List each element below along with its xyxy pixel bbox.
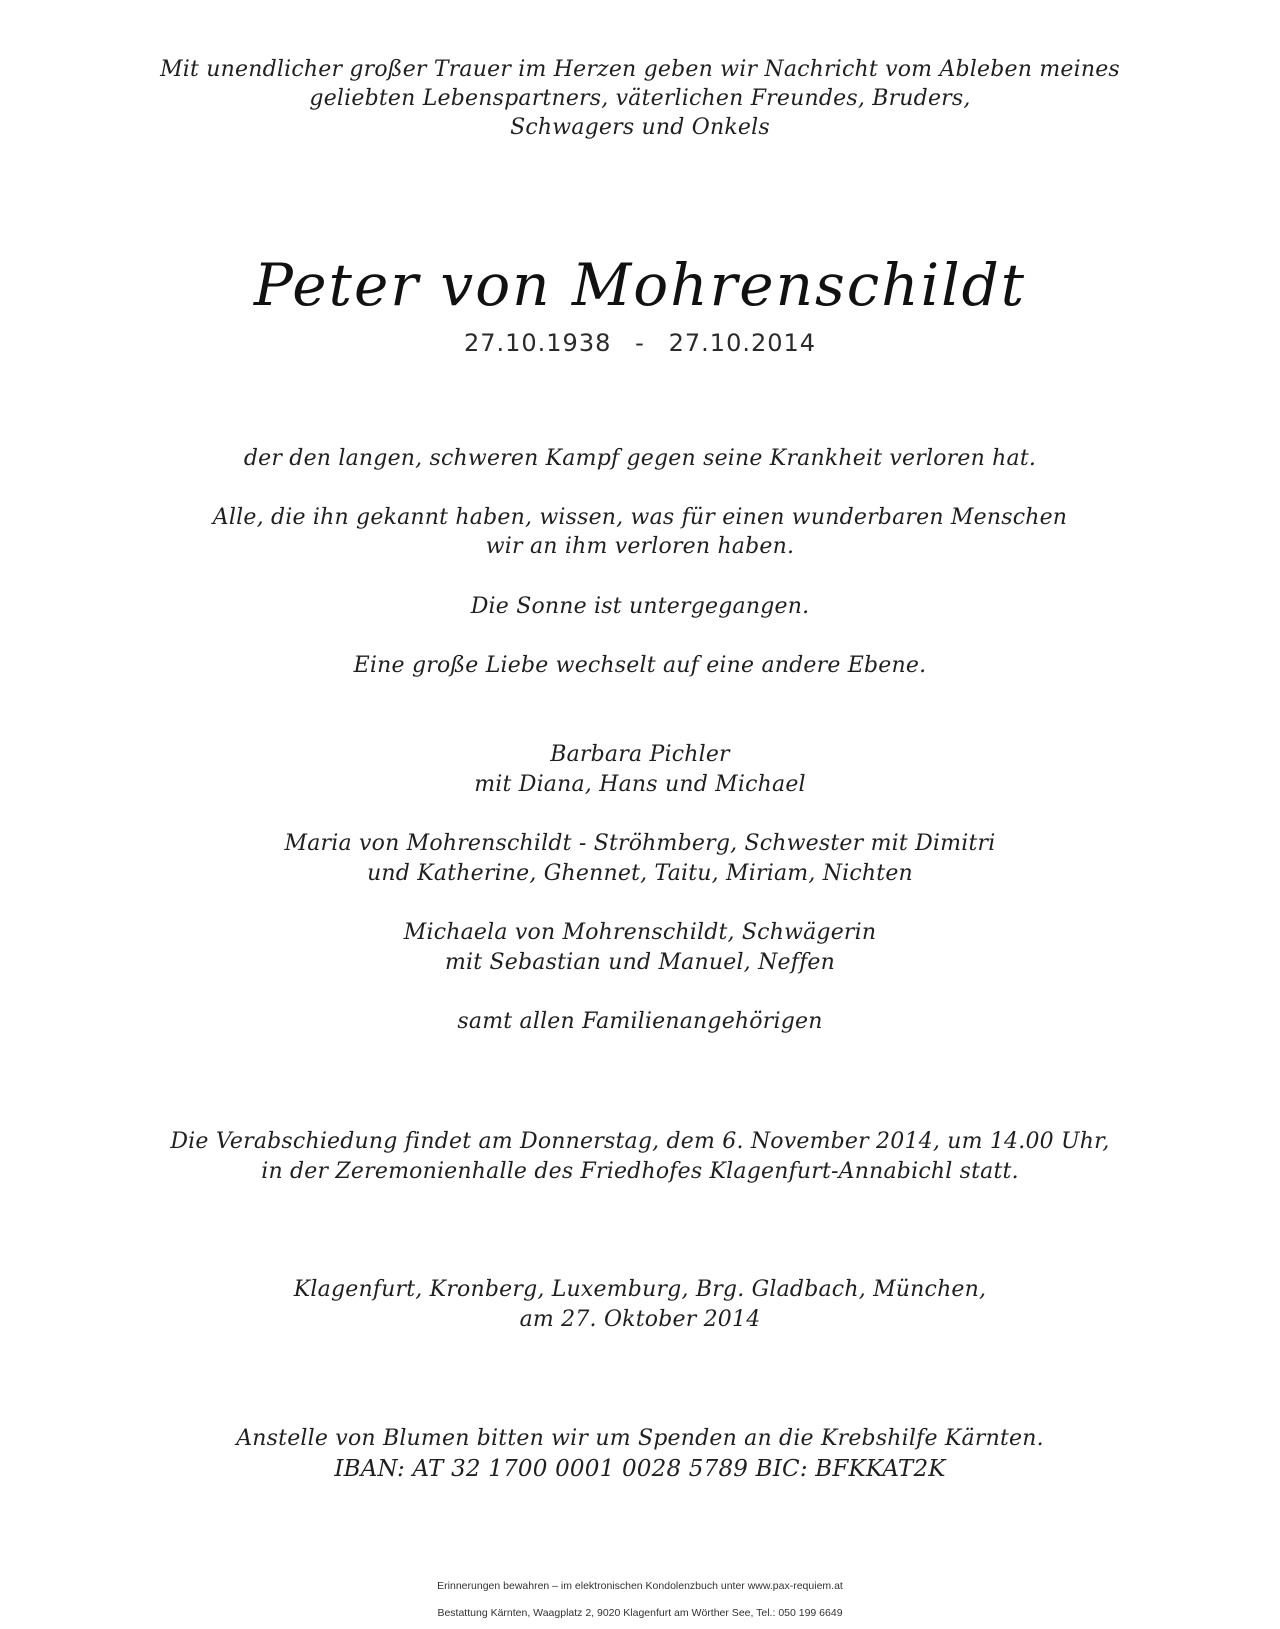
- death-date: 27.10.2014: [668, 329, 817, 357]
- mourner-2-line-1: Maria von Mohrenschildt - Ströhmberg, Schwester mit Dimitri: [284, 831, 996, 856]
- place-line: Klagenfurt, Kronberg, Luxemburg, Brg. Gladbach, München,: [293, 1277, 987, 1302]
- intro-line-1: Mit unendlicher großer Trauer im Herzen geben wir Nachricht vom Ableben meines: [160, 57, 1120, 82]
- deceased-name: Peter von Mohrenschildt: [253, 251, 1027, 319]
- mourner-2-line-2: und Katherine, Ghennet, Taitu, Miriam, Nichten: [367, 861, 913, 886]
- mourner-3-line-2: mit Sebastian und Manuel, Neffen: [444, 950, 836, 975]
- mourner-1-line-1: Barbara Pichler: [550, 742, 730, 767]
- life-dates: [0, 328, 1280, 358]
- date-separator: -: [635, 329, 645, 357]
- donation-line: Anstelle von Blumen bitten wir um Spenden an die Krebshilfe Kärnten.: [236, 1426, 1044, 1451]
- family-text: samt allen Familienangehörigen: [457, 1009, 823, 1034]
- all-knew-line-1: Alle, die ihn gekannt haben, wissen, was für einen wunderbaren Menschen: [212, 505, 1068, 530]
- intro-line-3: Schwagers und Onkels: [510, 115, 770, 140]
- iban-line: IBAN: AT 32 1700 0001 0028 5789 BIC: BFKKAT2K: [334, 1456, 946, 1482]
- footer-condolence: Erinnerungen bewahren – im elektronischen Kondolenzbuch unter www.pax-requiem.at: [437, 1580, 843, 1592]
- mourner-3-line-1: Michaela von Mohrenschildt, Schwägerin: [403, 920, 877, 945]
- intro-line-2: geliebten Lebenspartners, väterlichen Freundes, Bruders,: [309, 86, 971, 111]
- farewell-line-1: Die Verabschiedung findet am Donnerstag, dem 6. November 2014, um 14.00 Uhr,: [170, 1129, 1110, 1154]
- all-knew-line-2: wir an ihm verloren haben.: [485, 534, 795, 559]
- mourner-1-line-2: mit Diana, Hans und Michael: [474, 772, 806, 797]
- sun-text: Die Sonne ist untergegangen.: [470, 594, 810, 619]
- struggle-text: der den langen, schweren Kampf gegen seine Krankheit verloren hat.: [243, 446, 1037, 471]
- footer-address: Bestattung Kärnten, Waagplatz 2, 9020 Klagenfurt am Wörther See, Tel.: 050 199 6649: [437, 1607, 843, 1619]
- love-text: Eine große Liebe wechselt auf eine andere Ebene.: [353, 653, 927, 678]
- farewell-line-2: in der Zeremonienhalle des Friedhofes Klagenfurt-Annabichl statt.: [261, 1159, 1019, 1184]
- date-line: am 27. Oktober 2014: [519, 1307, 761, 1332]
- birth-date: 27.10.1938: [463, 329, 612, 357]
